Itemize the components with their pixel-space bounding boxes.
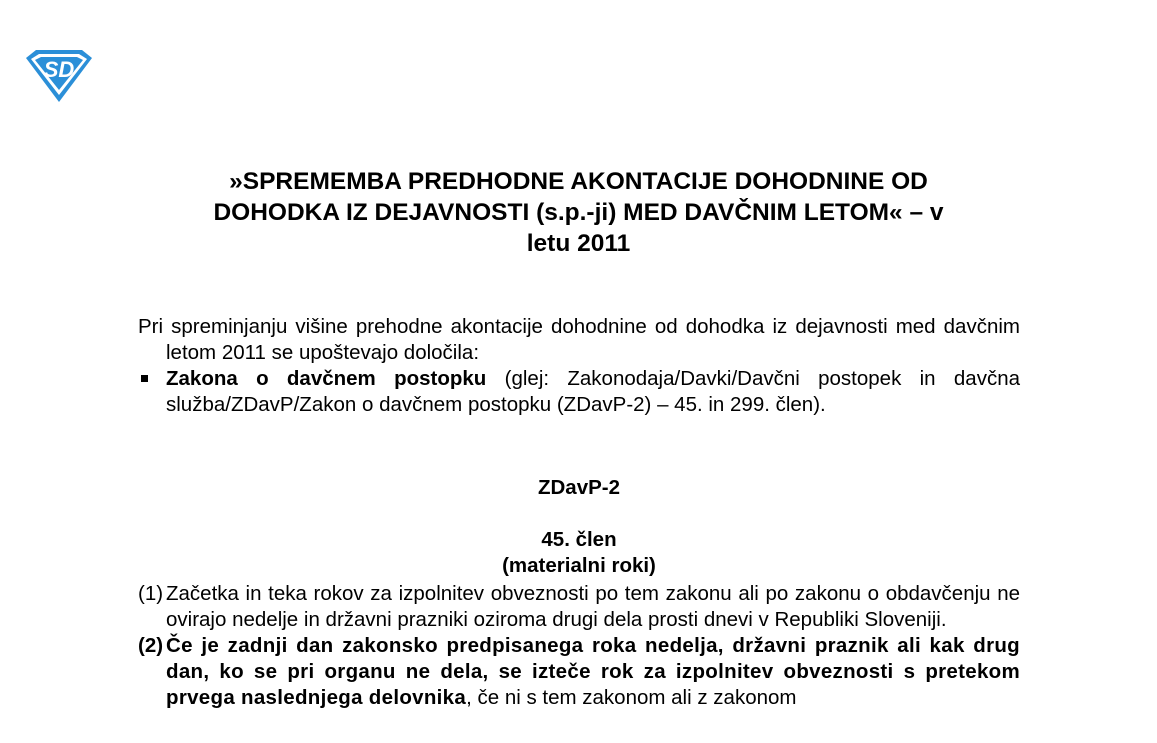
paragraph-1 [138, 581, 1020, 633]
article-heading: 45. člen [541, 528, 617, 551]
document-title [150, 166, 1007, 259]
title-line-1: »SPREMEMBA PREDHODNE AKONTACIJE DOHODNINE OD [229, 168, 928, 195]
article-body [138, 581, 1020, 711]
title-line-3: letu 2011 [526, 230, 631, 257]
law-name: ZDavP-2 [537, 476, 621, 499]
logo-text: SD [43, 57, 75, 82]
paragraph-2 [138, 633, 1020, 711]
paragraph-2-bold-text: Če je zadnji dan zakonsko predpisanega roka nedelja, državni praznik ali kak drug dan, ko se pri organu ne dela, se izteče rok za izpolnitev obveznosti s pretekom prvega naslednjega delovnika [166, 634, 1020, 709]
intro-paragraph: Pri spreminjanju višine prehodne akontacije dohodnine od dohodka iz dejavnosti med davčnim letom 2011 se upoštevajo določila: [138, 315, 1020, 364]
paragraph-1-number: (1) [138, 582, 164, 605]
bullet-bold-text: Zakona o davčnem postopku [166, 367, 487, 390]
title-line-2: DOHODKA IZ DEJAVNOSTI (s.p.-ji) MED DAVČNIM LETOM« – v [213, 199, 944, 226]
intro-bullet [138, 366, 1020, 418]
paragraph-2-number: (2) [138, 634, 164, 657]
article-subtitle: (materialni roki) [502, 554, 656, 577]
bullet-rest-text: (glej: Zakonodaja/Davki/Davčni postopek in davčna služba/ZDavP/Zakon o davčnem postopku (ZDavP-2) – 45. in 299. člen). [166, 367, 1020, 416]
paragraph-2-rest-text: , če ni s tem zakonom ali z zakonom [466, 686, 797, 709]
intro-section [138, 314, 1020, 418]
paragraph-1-text: Začetka in teka rokov za izpolnitev obveznosti po tem zakonu ali po zakonu o obdavčenju ne ovirajo nedelje in državni prazniki oziroma drugi dela prosti dnevi v Republiki Sloveniji. [166, 582, 1020, 631]
sd-shield-logo-icon [22, 48, 96, 104]
